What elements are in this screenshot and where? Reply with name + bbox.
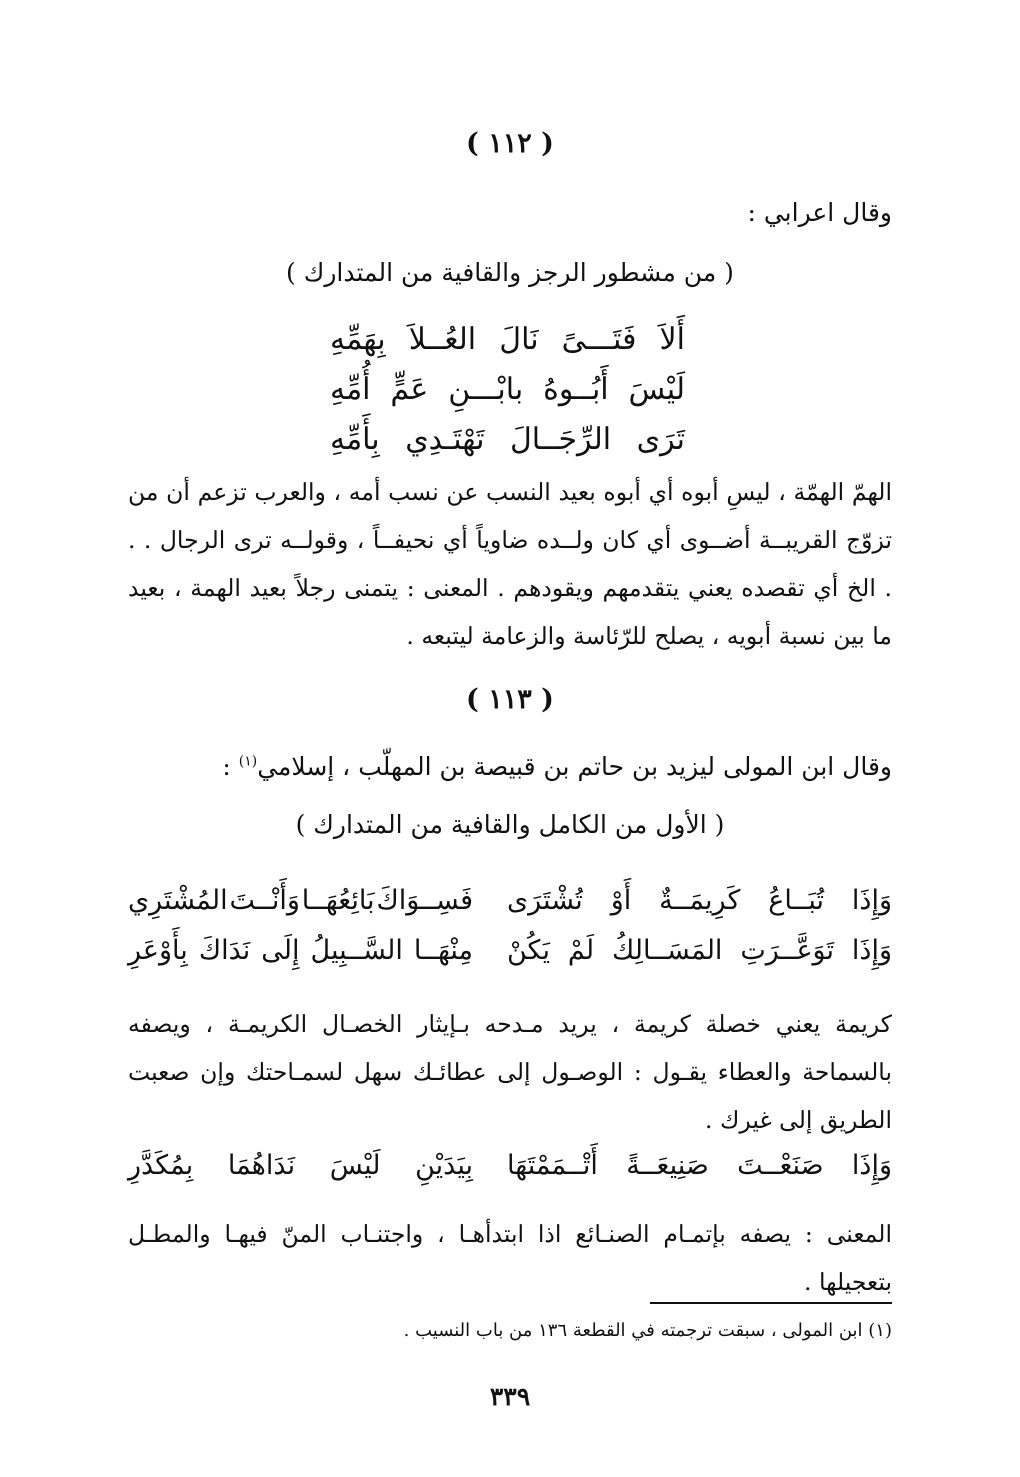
verse-word: بِيَدَيْنِ <box>415 1149 473 1181</box>
section-113-commentary-2: المعنى : يصفه بإتمـام الصنـائع اذا ابتدأهـا ، واجتنـاب المنّ فيهـا والمطـل بتعجيلها . <box>128 1220 892 1296</box>
verse-word: تَرَى <box>636 422 685 457</box>
verse-word: يَكُنْ <box>507 934 550 966</box>
page-number: ٣٣٩ <box>489 1382 531 1411</box>
section-113-verse-3 <box>128 1140 892 1190</box>
verse-word: لَيْسَ <box>628 372 685 407</box>
verse-word: لَيْسَ <box>329 1149 381 1181</box>
section-112-meter: ( من مشطور الرجز والقافية من المتدارك ) <box>286 258 734 287</box>
verse-word: فَتَـــىً <box>561 322 637 357</box>
footnote-marker: (١) <box>238 753 258 770</box>
section-112-verse-3 <box>330 422 685 457</box>
verse-word: فَسِــوَاكَ <box>376 884 473 916</box>
verse-word: وَإِذَا <box>851 884 892 916</box>
verse-word: أَبُــوهُ <box>543 372 609 407</box>
section-113-intro-text: وقال ابن المولى ليزيد بن حاتم بن قبيصة بن المهلّب ، إسلامي <box>257 752 892 781</box>
verse-row <box>128 875 892 925</box>
verse-word: العُــلاَ <box>408 322 477 357</box>
verse-word: إِلَى <box>261 934 300 966</box>
verse-word: وَإِذَا <box>851 1149 892 1181</box>
footnote: (١) ابن المولى ، سبقت ترجمته في القطعة ١٣٦ من باب النسيب . <box>403 1320 892 1341</box>
verse-word: أَلاَ <box>659 322 685 357</box>
verse-word: مِنْهَــا <box>413 934 473 966</box>
verse-word: لَمْ <box>567 934 595 966</box>
verse-word: الرِّجَــالَ <box>509 422 612 457</box>
verse-word: أُمِّهِ <box>330 372 371 407</box>
verse-word: بِأَمِّهِ <box>330 422 380 457</box>
verse-word: صَنَعْــتَ <box>737 1149 824 1181</box>
section-113-intro-colon: : <box>222 752 239 781</box>
verse-word: تَهْتَـدِي <box>405 422 485 457</box>
verse-word: بابْـــنِ <box>448 372 524 407</box>
verse-word: السَّــبِيلُ <box>310 934 403 966</box>
verse-word: بَائِعُهَــا <box>301 884 375 916</box>
verse-word: عَمٍّ <box>390 372 429 407</box>
section-112-intro: وقال اعرابي : <box>747 198 892 227</box>
verse-word: نَدَاهُمَا <box>227 1149 296 1181</box>
section-112-commentary: الهمّ الهمّة ، ليسِ أبوه أي أبوه بعيد النسب عن نسب أمه ، والعرب تزعم أن من تزوّج القريبــة أضــوى أي كان ولــده ضاوياً أي نحيفــاً ، وقولــه ترى الرجال . . . الخ أي تقصده يعني يتقدمهم ويقودهم . المعنى : يتمنى رجلاً بعيد الهمة ، بعيد ما بين نسبة أبويه ، يصلح للرّئاسة والزعامة ليتبعه . <box>128 478 892 650</box>
section-112-verse-1 <box>330 322 685 357</box>
verse-word: تُشْتَرَى <box>507 884 583 916</box>
section-112-number: ( ١١٢ ) <box>466 128 554 159</box>
verse-word: وَأَنْــتَ <box>229 884 300 916</box>
verse-word: بِهَمِّهِ <box>330 322 386 357</box>
verse-word: أَوْ <box>610 884 632 916</box>
section-113-verses <box>128 875 892 975</box>
verse-word: تُبَــاعُ <box>768 884 825 916</box>
verse-word: المَسَــالِكُ <box>611 934 723 966</box>
verse-word: نَدَاكَ <box>198 934 251 966</box>
verse-word: صَنِيعَــةً <box>626 1149 709 1181</box>
verse-word: كَرِيمَــةٌ <box>659 884 741 916</box>
section-113-intro <box>222 752 892 781</box>
section-112-verse-2 <box>330 372 685 407</box>
section-113-commentary-1: كريمة يعني خصلة كريمة ، يريد مـدحه بـإيثار الخصـال الكريمـة ، ويصفه بالسماحة والعطاء يقـول : الوصـول إلى عطائـك سهل لسمـاحتك وإن صعبت الطريق إلى غيرك . <box>128 1010 892 1134</box>
verse-word: نَالَ <box>499 322 539 357</box>
verse-word: بِمُكَدَّرِ <box>128 1149 194 1181</box>
section-113-meter: ( الأول من الكامل والقافية من المتدارك ) <box>295 810 725 839</box>
verse-row <box>128 925 892 975</box>
footnote-separator <box>650 1302 892 1304</box>
verse-row <box>128 1140 892 1190</box>
verse-word: تَوَعَّــرَتِ <box>740 934 835 966</box>
verse-word: أَتْــمَمْتَهَا <box>507 1149 598 1181</box>
verse-word: وَإِذَا <box>851 934 892 966</box>
section-113-number: ( ١١٣ ) <box>466 684 554 715</box>
verse-word: المُشْتَرِي <box>128 884 228 916</box>
verse-word: بِأَوْعَرِ <box>128 934 188 966</box>
